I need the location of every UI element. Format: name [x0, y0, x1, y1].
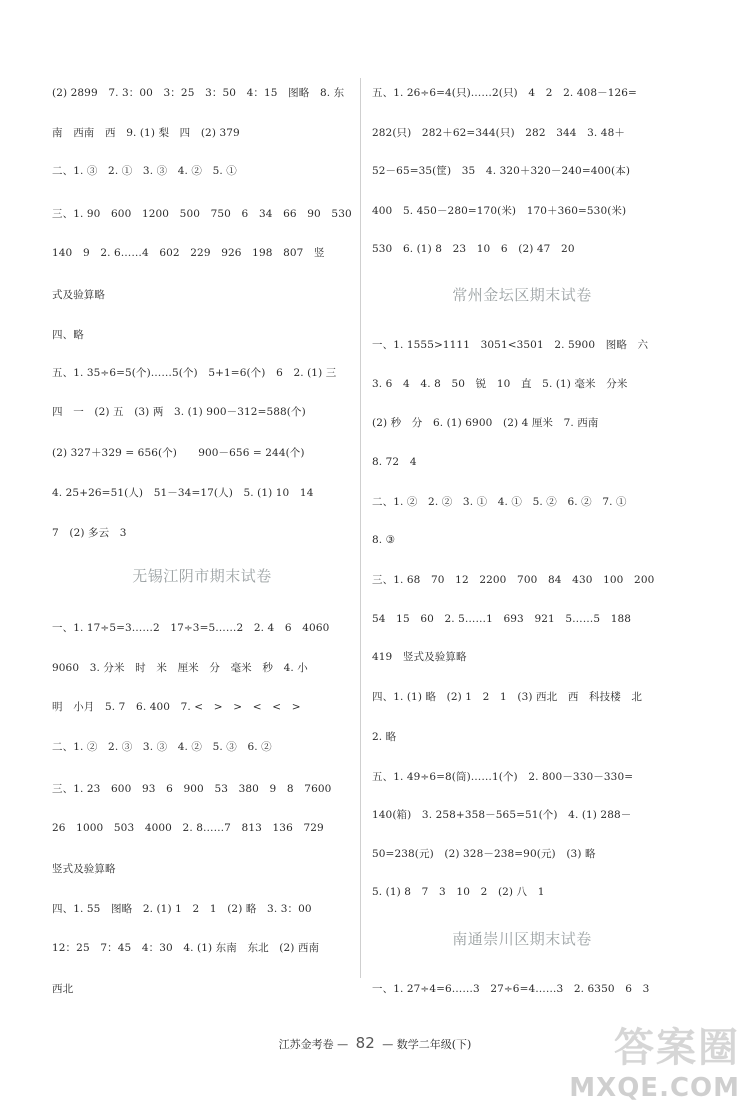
answer-line: 一、1. 17÷5=3……2 17÷3=5……2 2. 4 6 4060: [52, 622, 330, 634]
answer-line: (2) 327＋329 = 656(个) 900－656 = 244(个): [52, 447, 305, 459]
section-heading: 常州金坛区期末试卷: [452, 286, 592, 304]
answer-line: 282(只) 282＋62=344(只) 282 344 3. 48＋: [372, 127, 625, 139]
answer-line: 400 5. 450－280=170(米) 170＋360=530(米): [372, 205, 627, 217]
footer-dash: —: [337, 1038, 349, 1051]
answer-line: 2. 略: [372, 731, 397, 743]
answer-line: 明 小月 5. 7 6. 400 7. < > > < < >: [52, 701, 301, 713]
answer-line: 西北: [52, 983, 74, 995]
section-heading: 无锡江阴市期末试卷: [132, 567, 272, 585]
answer-line: 4. 25+26=51(人) 51－34=17(人) 5. (1) 10 14: [52, 487, 314, 499]
answer-line: 三、1. 90 600 1200 500 750 6 34 66 90 530: [52, 208, 352, 220]
site-watermark: [560, 1024, 740, 1108]
watermark-logo-text: 答案圈: [614, 1025, 740, 1071]
answer-line: 南 西南 西 9. (1) 梨 四 (2) 379: [52, 127, 240, 139]
book-title: 江苏金考卷: [278, 1038, 334, 1051]
watermark-url: MXQE.COM: [569, 1073, 740, 1103]
answer-line: 一、1. 1555>1111 3051<3501 2. 5900 图略 六: [372, 339, 649, 351]
answer-line: (2) 2899 7. 3：00 3：25 3：50 4：15 图略 8. 东: [52, 87, 345, 99]
answer-line: 二、1. ② 2. ③ 3. ③ 4. ② 5. ③ 6. ②: [52, 741, 272, 753]
answer-line: 7 (2) 多云 3: [52, 527, 127, 539]
answer-line: 419 竖式及验算略: [372, 651, 467, 663]
answer-line: 四、1. 55 图略 2. (1) 1 2 1 (2) 略 3. 3：00: [52, 903, 312, 915]
answer-line: 竖式及验算略: [52, 863, 116, 875]
answer-line: 三、1. 23 600 93 6 900 53 380 9 8 7600: [52, 783, 332, 795]
answer-line: 8. 72 4: [372, 456, 417, 468]
answer-line: 54 15 60 2. 5……1 693 921 5……5 188: [372, 613, 632, 625]
subject-label: 数学二年级(下): [396, 1038, 472, 1051]
answer-line: 12：25 7：45 4：30 4. (1) 东南 东北 (2) 西南: [52, 942, 320, 954]
answer-line: (2) 秒 分 6. (1) 6900 (2) 4 厘米 7. 西南: [372, 417, 599, 429]
answer-line: 50=238(元) (2) 328－238=90(元) (3) 略: [372, 848, 596, 860]
answer-line: 5. (1) 8 7 3 10 2 (2) 八 1: [372, 886, 545, 898]
answer-line: 五、1. 49÷6=8(筒)……1(个) 2. 800－330－330=: [372, 771, 634, 783]
answer-line: 3. 6 4 4. 8 50 锐 10 直 5. (1) 毫米 分米: [372, 378, 628, 390]
page-number: 82: [355, 1034, 375, 1052]
answer-line: 四 一 (2) 五 (3) 两 3. (1) 900－312=588(个): [52, 406, 306, 418]
footer-dash: —: [382, 1038, 394, 1051]
answer-line: 8. ③: [372, 534, 396, 546]
answer-line: 二、1. ③ 2. ① 3. ③ 4. ② 5. ①: [52, 165, 237, 177]
column-divider: [360, 78, 361, 978]
answer-line: 一、1. 27÷4=6……3 27÷6=4……3 2. 6350 6 3: [372, 983, 650, 995]
answer-line: 52－65=35(筐) 35 4. 320＋320－240=400(本): [372, 165, 631, 177]
answer-line: 二、1. ② 2. ② 3. ① 4. ① 5. ② 6. ② 7. ①: [372, 496, 627, 508]
answer-line: 140(箱) 3. 258+358－565=51(个) 4. (1) 288－: [372, 809, 632, 821]
answer-line: 9060 3. 分米 时 米 厘米 分 毫米 秒 4. 小: [52, 662, 308, 674]
answer-line: 五、1. 26÷6=4(只)……2(只) 4 2 2. 408－126=: [372, 87, 637, 99]
answer-line: 140 9 2. 6……4 602 229 926 198 807 竖: [52, 247, 325, 259]
answer-line: 三、1. 68 70 12 2200 700 84 430 100 200: [372, 574, 655, 586]
answer-line: 26 1000 503 4000 2. 8……7 813 136 729: [52, 822, 324, 834]
answer-line: 四、略: [52, 329, 84, 341]
answer-line: 530 6. (1) 8 23 10 6 (2) 47 20: [372, 243, 575, 255]
answer-line: 式及验算略: [52, 289, 105, 301]
answer-line: 四、1. (1) 略 (2) 1 2 1 (3) 西北 西 科技楼 北: [372, 691, 643, 703]
answer-line: 五、1. 35÷6=5(个)……5(个) 5+1=6(个) 6 2. (1) 三: [52, 367, 337, 379]
section-heading: 南通崇川区期末试卷: [452, 930, 592, 948]
